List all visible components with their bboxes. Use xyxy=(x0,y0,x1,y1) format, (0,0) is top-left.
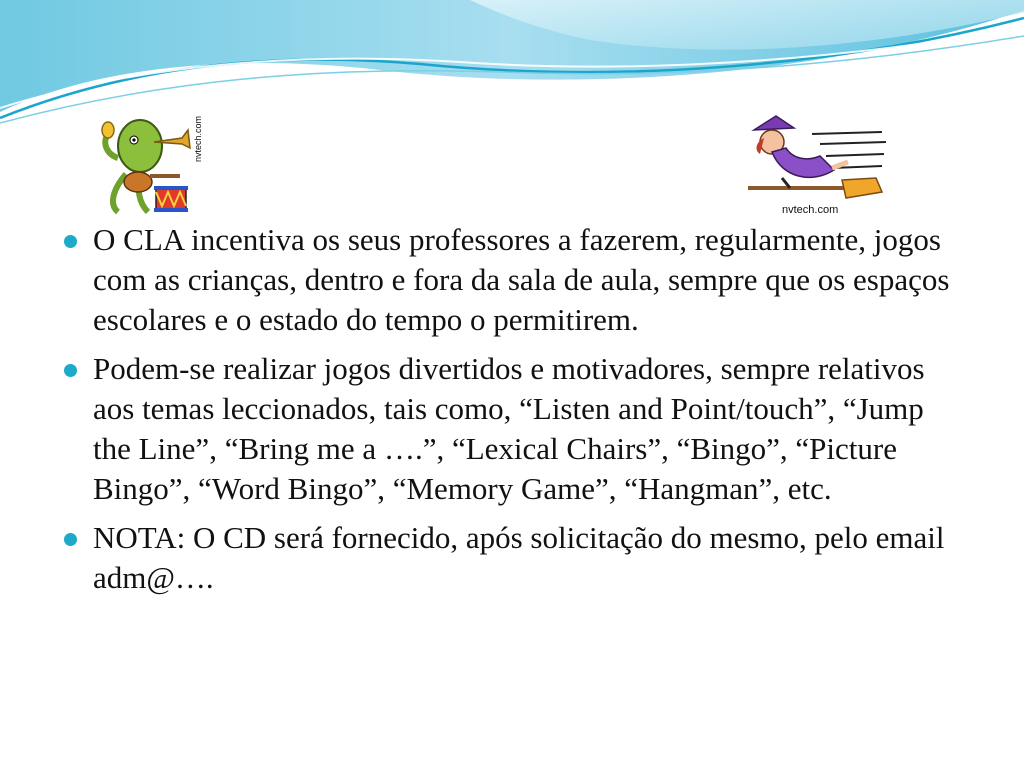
bullet-list xyxy=(62,220,967,607)
bullet-dot-icon xyxy=(64,533,77,546)
bullet-text: O CLA incentiva os seus professores a fazerem, regularmente, jogos com as crianças, dentro e fora da sala de aula, sempre que os espaços escolares e o estado do tempo o permitirem. xyxy=(93,222,950,337)
bullet-item xyxy=(62,220,967,340)
bullet-text: NOTA: O CD será fornecido, após solicitação do mesmo, pelo email adm@…. xyxy=(93,520,945,595)
bullet-item xyxy=(62,518,967,598)
octopus-musician-clipart xyxy=(96,108,208,218)
witch-on-broom-clipart xyxy=(742,108,888,218)
bullet-item xyxy=(62,349,967,509)
bullet-dot-icon xyxy=(64,364,77,377)
header-wave-decoration xyxy=(0,0,1024,125)
clipart-watermark-left: nvtech.com xyxy=(193,115,203,162)
bullet-dot-icon xyxy=(64,235,77,248)
clipart-watermark-right: nvtech.com xyxy=(782,204,839,216)
bullet-text: Podem-se realizar jogos divertidos e motivadores, sempre relativos aos temas leccionados, tais como, “Listen and Point/touch”, “Jump the Line”, “Bring me a ….”, “Lexical Chairs”, “Bingo”, “Picture Bingo”, “Word Bingo”, “Memory Game”, “Hangman”, etc. xyxy=(93,351,925,506)
